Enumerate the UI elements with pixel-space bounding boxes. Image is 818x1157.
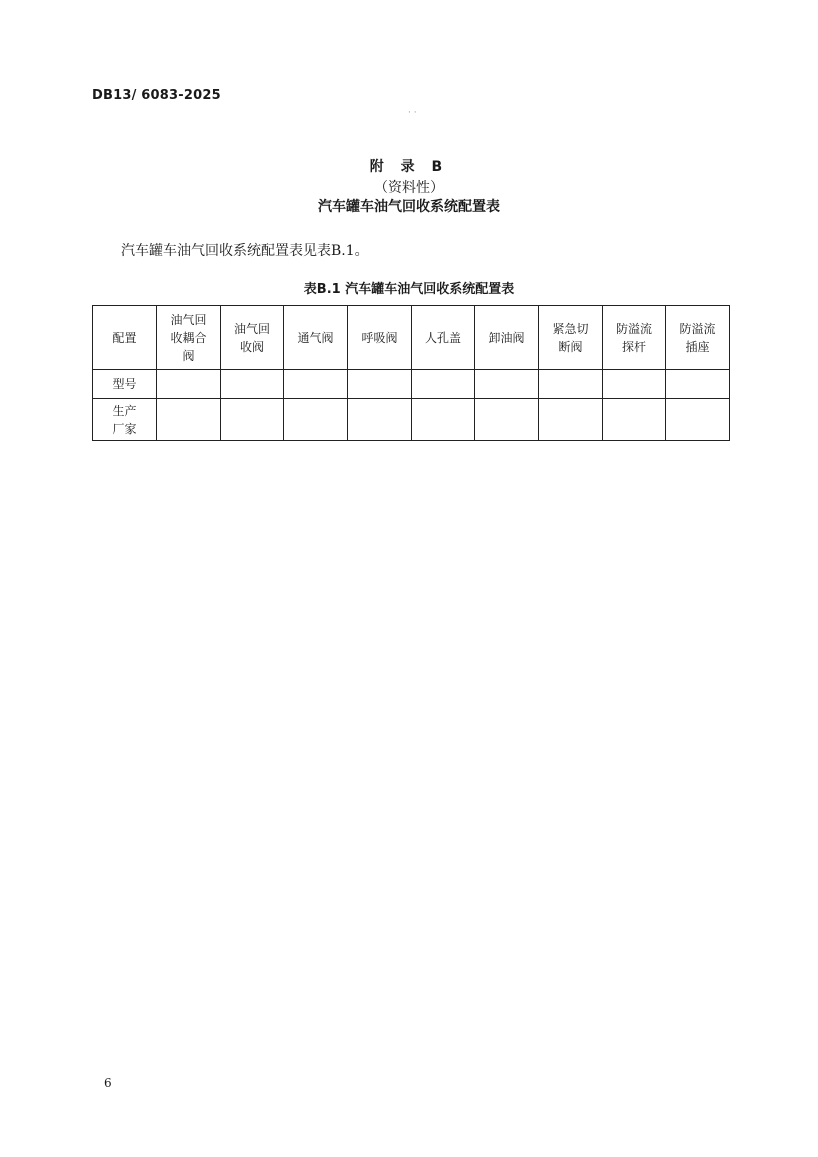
header-cell-unloading-valve: 卸油阀 xyxy=(475,306,539,370)
table-caption: 表B.1 汽车罐车油气回收系统配置表 xyxy=(303,282,515,297)
table-cell xyxy=(284,370,348,399)
table-header-row xyxy=(93,306,730,370)
row-label-model: 型号 xyxy=(93,370,157,399)
header-cell-coupling-valve: 油气回收耦合阀 xyxy=(157,306,221,370)
header-cell-config: 配置 xyxy=(93,306,157,370)
table-cell xyxy=(412,370,475,399)
header-cell-manhole-cover: 人孔盖 xyxy=(412,306,475,370)
document-code: DB13/ 6083-2025 xyxy=(92,88,221,103)
row-label-manufacturer: 生产厂家 xyxy=(93,399,157,441)
table-cell xyxy=(348,399,412,441)
header-cell-overfill-probe: 防溢流探杆 xyxy=(603,306,666,370)
table-cell xyxy=(666,399,730,441)
header-cell-emergency-valve: 紧急切断阀 xyxy=(539,306,603,370)
table-cell xyxy=(157,370,221,399)
table-cell xyxy=(539,399,603,441)
table-cell xyxy=(603,370,666,399)
table-cell xyxy=(157,399,221,441)
table-cell xyxy=(666,370,730,399)
table-cell xyxy=(348,370,412,399)
page-number: 6 xyxy=(104,1076,112,1090)
table-cell xyxy=(221,399,284,441)
intro-paragraph: 汽车罐车油气回收系统配置表见表B.1。 xyxy=(121,243,369,259)
header-dots: · · xyxy=(408,108,417,118)
table-cell xyxy=(221,370,284,399)
header-cell-recovery-valve: 油气回收阀 xyxy=(221,306,284,370)
table-cell xyxy=(539,370,603,399)
table-cell xyxy=(412,399,475,441)
appendix-nature: （资料性） xyxy=(374,180,444,196)
header-cell-breather-valve: 呼吸阀 xyxy=(348,306,412,370)
table-cell xyxy=(475,370,539,399)
header-cell-overfill-socket: 防溢流插座 xyxy=(666,306,730,370)
appendix-title: 附 录 B xyxy=(369,159,449,175)
table-row xyxy=(93,370,730,399)
table-row xyxy=(93,399,730,441)
table-cell xyxy=(284,399,348,441)
config-table xyxy=(92,305,730,441)
table-cell xyxy=(603,399,666,441)
appendix-subtitle: 汽车罐车油气回收系统配置表 xyxy=(318,199,500,215)
header-cell-vent-valve: 通气阀 xyxy=(284,306,348,370)
table-cell xyxy=(475,399,539,441)
